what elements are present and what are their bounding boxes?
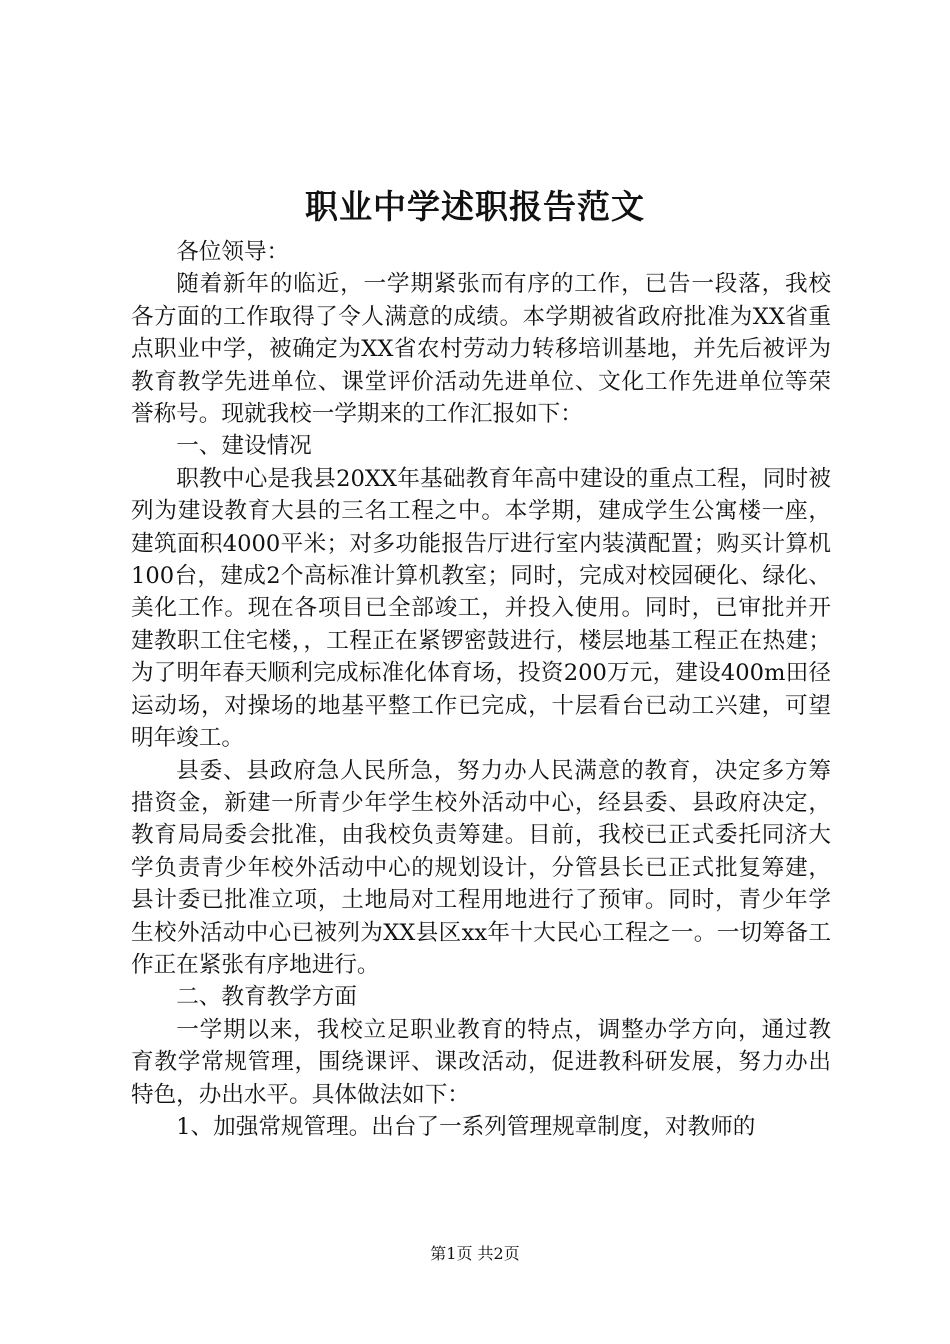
section-heading-construction: 一、建设情况: [176, 433, 312, 460]
intro-paragraph: 随着新年的临近，一学期紧张而有序的工作，已告一段落，我校各方面的工作取得了令人满意的成绩。本学期被省政府批准为XX省重点职业中学，被确定为XX省农村劳动力转移培训基地，并先后被评为教育教学先进单位、课堂评价活动先进单位、文化工作先进单位等荣誉称号。现就我校一学期来的工作汇报如下：: [131, 271, 831, 428]
document-title: 职业中学述职报告范文: [305, 187, 645, 226]
activity-center-paragraph: 县委、县政府急人民所急，努力办人民满意的教育，决定多方筹措资金，新建一所青少年学生校外活动中心，经县委、县政府决定，教育局局委会批准，由我校负责筹建。目前，我校已正式委托同济大学负责青少年校外活动中心的规划设计，分管县长已正式批复筹建，县计委已批准立项，土地局对工程用地进行了预审。同时，青少年学生校外活动中心已被列为XX县区xx年十大民心工程之一。一切筹备工作正在紧张有序地进行。: [131, 757, 831, 978]
document-body: [131, 236, 831, 1143]
section-heading-teaching: 二、教育教学方面: [176, 984, 357, 1011]
management-paragraph: 1、加强常规管理。出台了一系列管理规章制度，对教师的: [176, 1113, 756, 1140]
construction-paragraph: 职教中心是我县20XX年基础教育年高中建设的重点工程，同时被列为建设教育大县的三名工程之中。本学期，建成学生公寓楼一座，建筑面积4000平米；对多功能报告厅进行室内装潢配置；购买计算机100台，建成2个高标准计算机教室；同时，完成对校园硬化、绿化、美化工作。现在各项目已全部竣工，并投入使用。同时，已审批并开建教职工住宅楼，，工程正在紧锣密鼓进行，楼层地基工程正在热建；为了明年春天顺利完成标准化体育场，投资200万元，建设400m田径运动场，对操场的地基平整工作已完成，十层看台已动工兴建，可望明年竣工。: [131, 465, 831, 752]
greeting: 各位领导：: [176, 239, 290, 265]
teaching-paragraph: 一学期以来，我校立足职业教育的特点，调整办学方向，通过教育教学常规管理，围绕课评、课改活动，促进教科研发展，努力办出特色，办出水平。具体做法如下：: [131, 1016, 831, 1108]
page-number: 第1页 共2页: [430, 1244, 520, 1263]
